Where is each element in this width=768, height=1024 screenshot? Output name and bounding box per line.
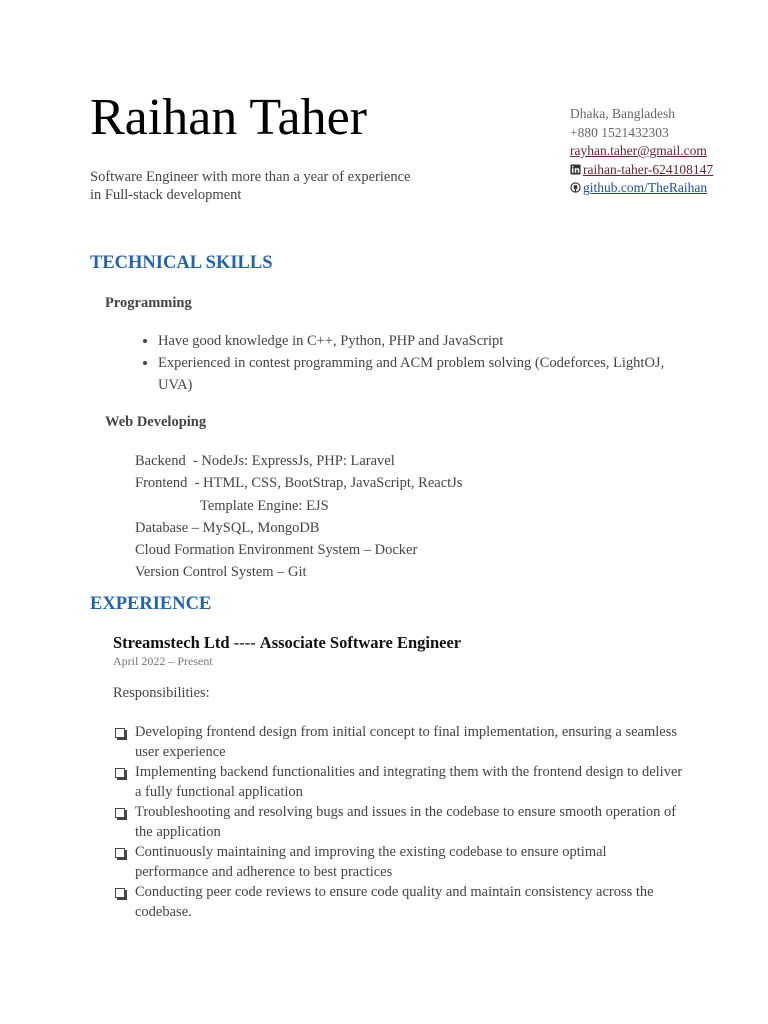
summary-line: Software Engineer with more than a year of experience [90,169,411,185]
web-skills-list [135,450,462,584]
checkbox-bullet-icon [115,728,125,738]
checkbox-bullet-icon [115,888,125,898]
responsibility-text: Developing frontend design from initial concept to final implementation, ensuring a seamless user experience [135,724,678,760]
list-item: Backend - NodeJs: ExpressJs, PHP: Laravel [135,453,395,469]
checkbox-bullet-icon [115,848,125,858]
responsibility-text: Troubleshooting and resolving bugs and issues in the codebase to ensure smooth operation of the application [135,804,677,840]
experience-heading: EXPERIENCE [90,594,212,614]
list-item [113,722,683,762]
linkedin-link[interactable]: raihan-taher-624108147 [583,161,714,177]
candidate-name: Raihan Taher [90,89,367,146]
job-role: Associate Software Engineer [259,633,462,652]
profile-summary [90,168,450,204]
responsibility-text: Implementing backend functionalities and integrating them with the frontend design to deliver a fully functional application [135,764,683,800]
list-item: Version Control System – Git [135,564,307,581]
linkedin-icon [570,164,581,175]
responsibility-text: Conducting peer code reviews to ensure code quality and maintain consistency across the codebase. [135,884,654,920]
list-item [113,882,683,922]
list-item: Database – MySQL, MongoDB [135,519,320,536]
responsibilities-list [113,722,683,922]
list-item: • Experienced in contest programming and ACM problem solving (Codeforces, LightOJ, UVA) [158,352,678,396]
job-title [113,633,461,653]
checkbox-bullet-icon [115,808,125,818]
summary-line: in Full-stack development [90,187,242,203]
email-link[interactable]: rayhan.taher@gmail.com [570,143,707,158]
list-item [113,762,683,802]
programming-list [135,330,678,396]
contact-block [570,105,713,198]
programming-subheading: Programming [105,295,192,311]
responsibility-text: Continuously maintaining and improving the existing codebase to ensure optimal performance and adherence to best practices [135,844,607,880]
title-separator: ---- [229,633,260,652]
list-item: • Have good knowledge in C++, Python, PHP and JavaScript [158,330,678,352]
list-item: Template Engine: EJS [135,497,329,514]
list-item [113,842,683,882]
company-name: Streamstech Ltd [113,633,230,652]
location-text: Dhaka, Bangladesh [570,106,675,121]
list-item: Cloud Formation Environment System – Docker [135,542,418,559]
phone-text: +880 1521432303 [570,124,669,140]
list-item [113,802,683,842]
responsibilities-label: Responsibilities: [113,685,210,701]
github-link[interactable]: github.com/TheRaihan [583,180,708,195]
github-icon [570,182,581,193]
web-developing-subheading: Web Developing [105,414,207,430]
job-date: April 2022 – Present [113,654,213,668]
list-item: Frontend - HTML, CSS, BootStrap, JavaScript, ReactJs [135,475,463,492]
technical-skills-heading: TECHNICAL SKILLS [90,253,273,273]
checkbox-bullet-icon [115,768,125,778]
